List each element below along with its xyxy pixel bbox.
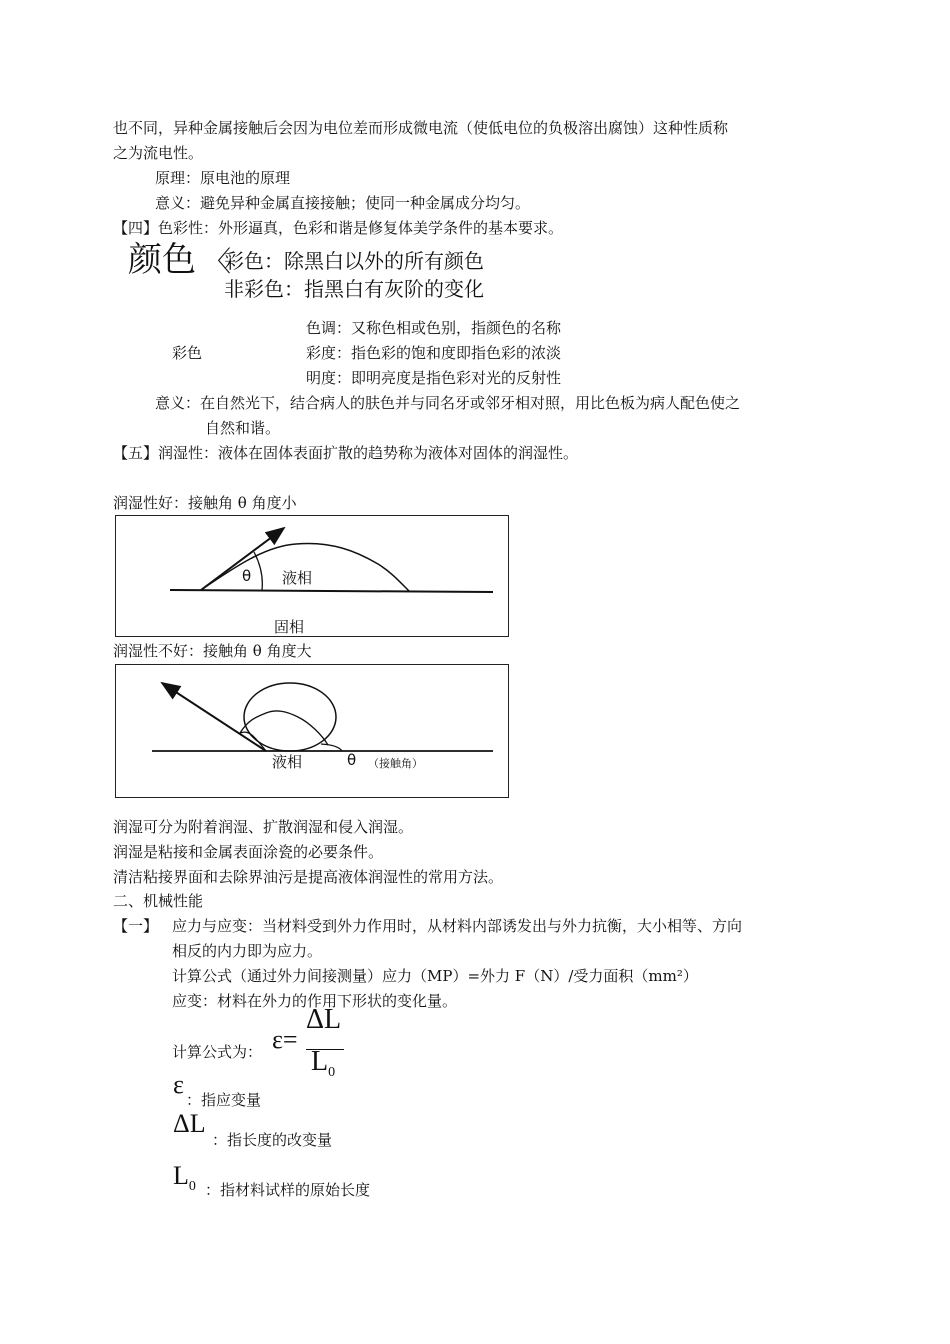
wetting-bad-drawing	[116, 665, 510, 799]
l0-description: ：指材料试样的原始长度	[205, 1181, 371, 1199]
formula-lhs: ε=	[272, 1025, 298, 1054]
strain-definition: 应变：材料在外力的作用下形状的变化量。	[172, 992, 458, 1010]
eps-symbol: ε	[173, 1070, 184, 1099]
diagram2-theta: θ	[347, 751, 357, 769]
color-heading: 【四】色彩性：外形逼真，色彩和谐是修复体美学条件的基本要求。	[113, 219, 564, 237]
color-meaning-line-2: 自然和谐。	[205, 419, 281, 437]
delta-l-symbol: ΔL	[173, 1109, 206, 1138]
mechanical-item-marker: 【一】	[113, 917, 159, 935]
formula-label: 计算公式为：	[172, 1043, 263, 1061]
color-sub-label: 彩色	[172, 344, 203, 362]
wetting-heading: 【五】润湿性：液体在固体表面扩散的趋势称为液体对固体的润湿性。	[113, 444, 579, 462]
galvanic-principle: 原理：原电池的原理	[155, 169, 291, 187]
diagram2-contact-angle: （接触角）	[368, 757, 423, 770]
eps-description: ：指应变量	[186, 1091, 262, 1109]
color-meaning-line-1: 意义：在自然光下，结合病人的肤色并与同名牙或邻牙相对照，用比色板为病人配色使之	[155, 394, 741, 412]
diagram1-theta: θ	[242, 567, 252, 585]
galvanic-line-1: 也不同，异种金属接触后会因为电位差而形成微电流（使低电位的负极溶出腐蚀）这种性质称	[113, 119, 729, 137]
mechanical-title: 二、机械性能	[113, 892, 204, 910]
formula-numerator: ΔL	[306, 1004, 342, 1035]
diagram2-liquid-label: 液相	[272, 753, 303, 771]
delta-l-description: ：指长度的改变量	[212, 1131, 333, 1149]
galvanic-line-2: 之为流电性。	[113, 144, 204, 162]
wetting-good-diagram	[115, 515, 509, 637]
color-brightness: 明度：即明亮度是指色彩对光的反射性	[306, 369, 562, 387]
stress-line-2: 相反的内力即为应力。	[172, 942, 323, 960]
wetting-condition: 润湿是粘接和金属表面涂瓷的必要条件。	[113, 843, 384, 861]
wetting-types: 润湿可分为附着润湿、扩散润湿和侵入润湿。	[113, 818, 414, 836]
galvanic-meaning: 意义：避免异种金属直接接触；使同一种金属成分均匀。	[155, 194, 531, 212]
stress-formula: 计算公式（通过外力间接测量）应力（MP）=外力 F（N）/受力面积（mm²）	[172, 967, 698, 985]
wetting-method: 清洁粘接界面和去除界油污是提高液体润湿性的常用方法。	[113, 868, 504, 886]
wetting-bad-caption: 润湿性不好：接触角 θ 角度大	[113, 642, 312, 660]
wetting-good-drawing	[116, 516, 510, 638]
color-colored: 彩色：除黑白以外的所有颜色	[224, 249, 484, 273]
color-saturation: 彩度：指色彩的饱和度即指色彩的浓淡	[306, 344, 562, 362]
color-bracket: 〈	[203, 245, 232, 278]
color-big-label: 颜色	[128, 240, 196, 280]
color-achromatic: 非彩色：指黑白有灰阶的变化	[224, 277, 484, 301]
diagram1-liquid-label: 液相	[282, 569, 313, 587]
formula-denominator-subscript: 0	[328, 1065, 336, 1080]
color-hue: 色调：又称色相或色别，指颜色的名称	[306, 319, 562, 337]
formula-denominator: $L_0$	[311, 1046, 336, 1080]
wetting-good-caption: 润湿性好：接触角 θ 角度小	[113, 494, 297, 512]
l0-symbol: $L_0$	[173, 1161, 196, 1194]
diagram1-solid-label: 固相	[274, 618, 305, 636]
wetting-bad-diagram	[115, 664, 509, 798]
l0-subscript: 0	[188, 1179, 196, 1194]
stress-line-1: 应力与应变：当材料受到外力作用时，从材料内部诱发出与外力抗衡，大小相等、方向	[172, 917, 743, 935]
